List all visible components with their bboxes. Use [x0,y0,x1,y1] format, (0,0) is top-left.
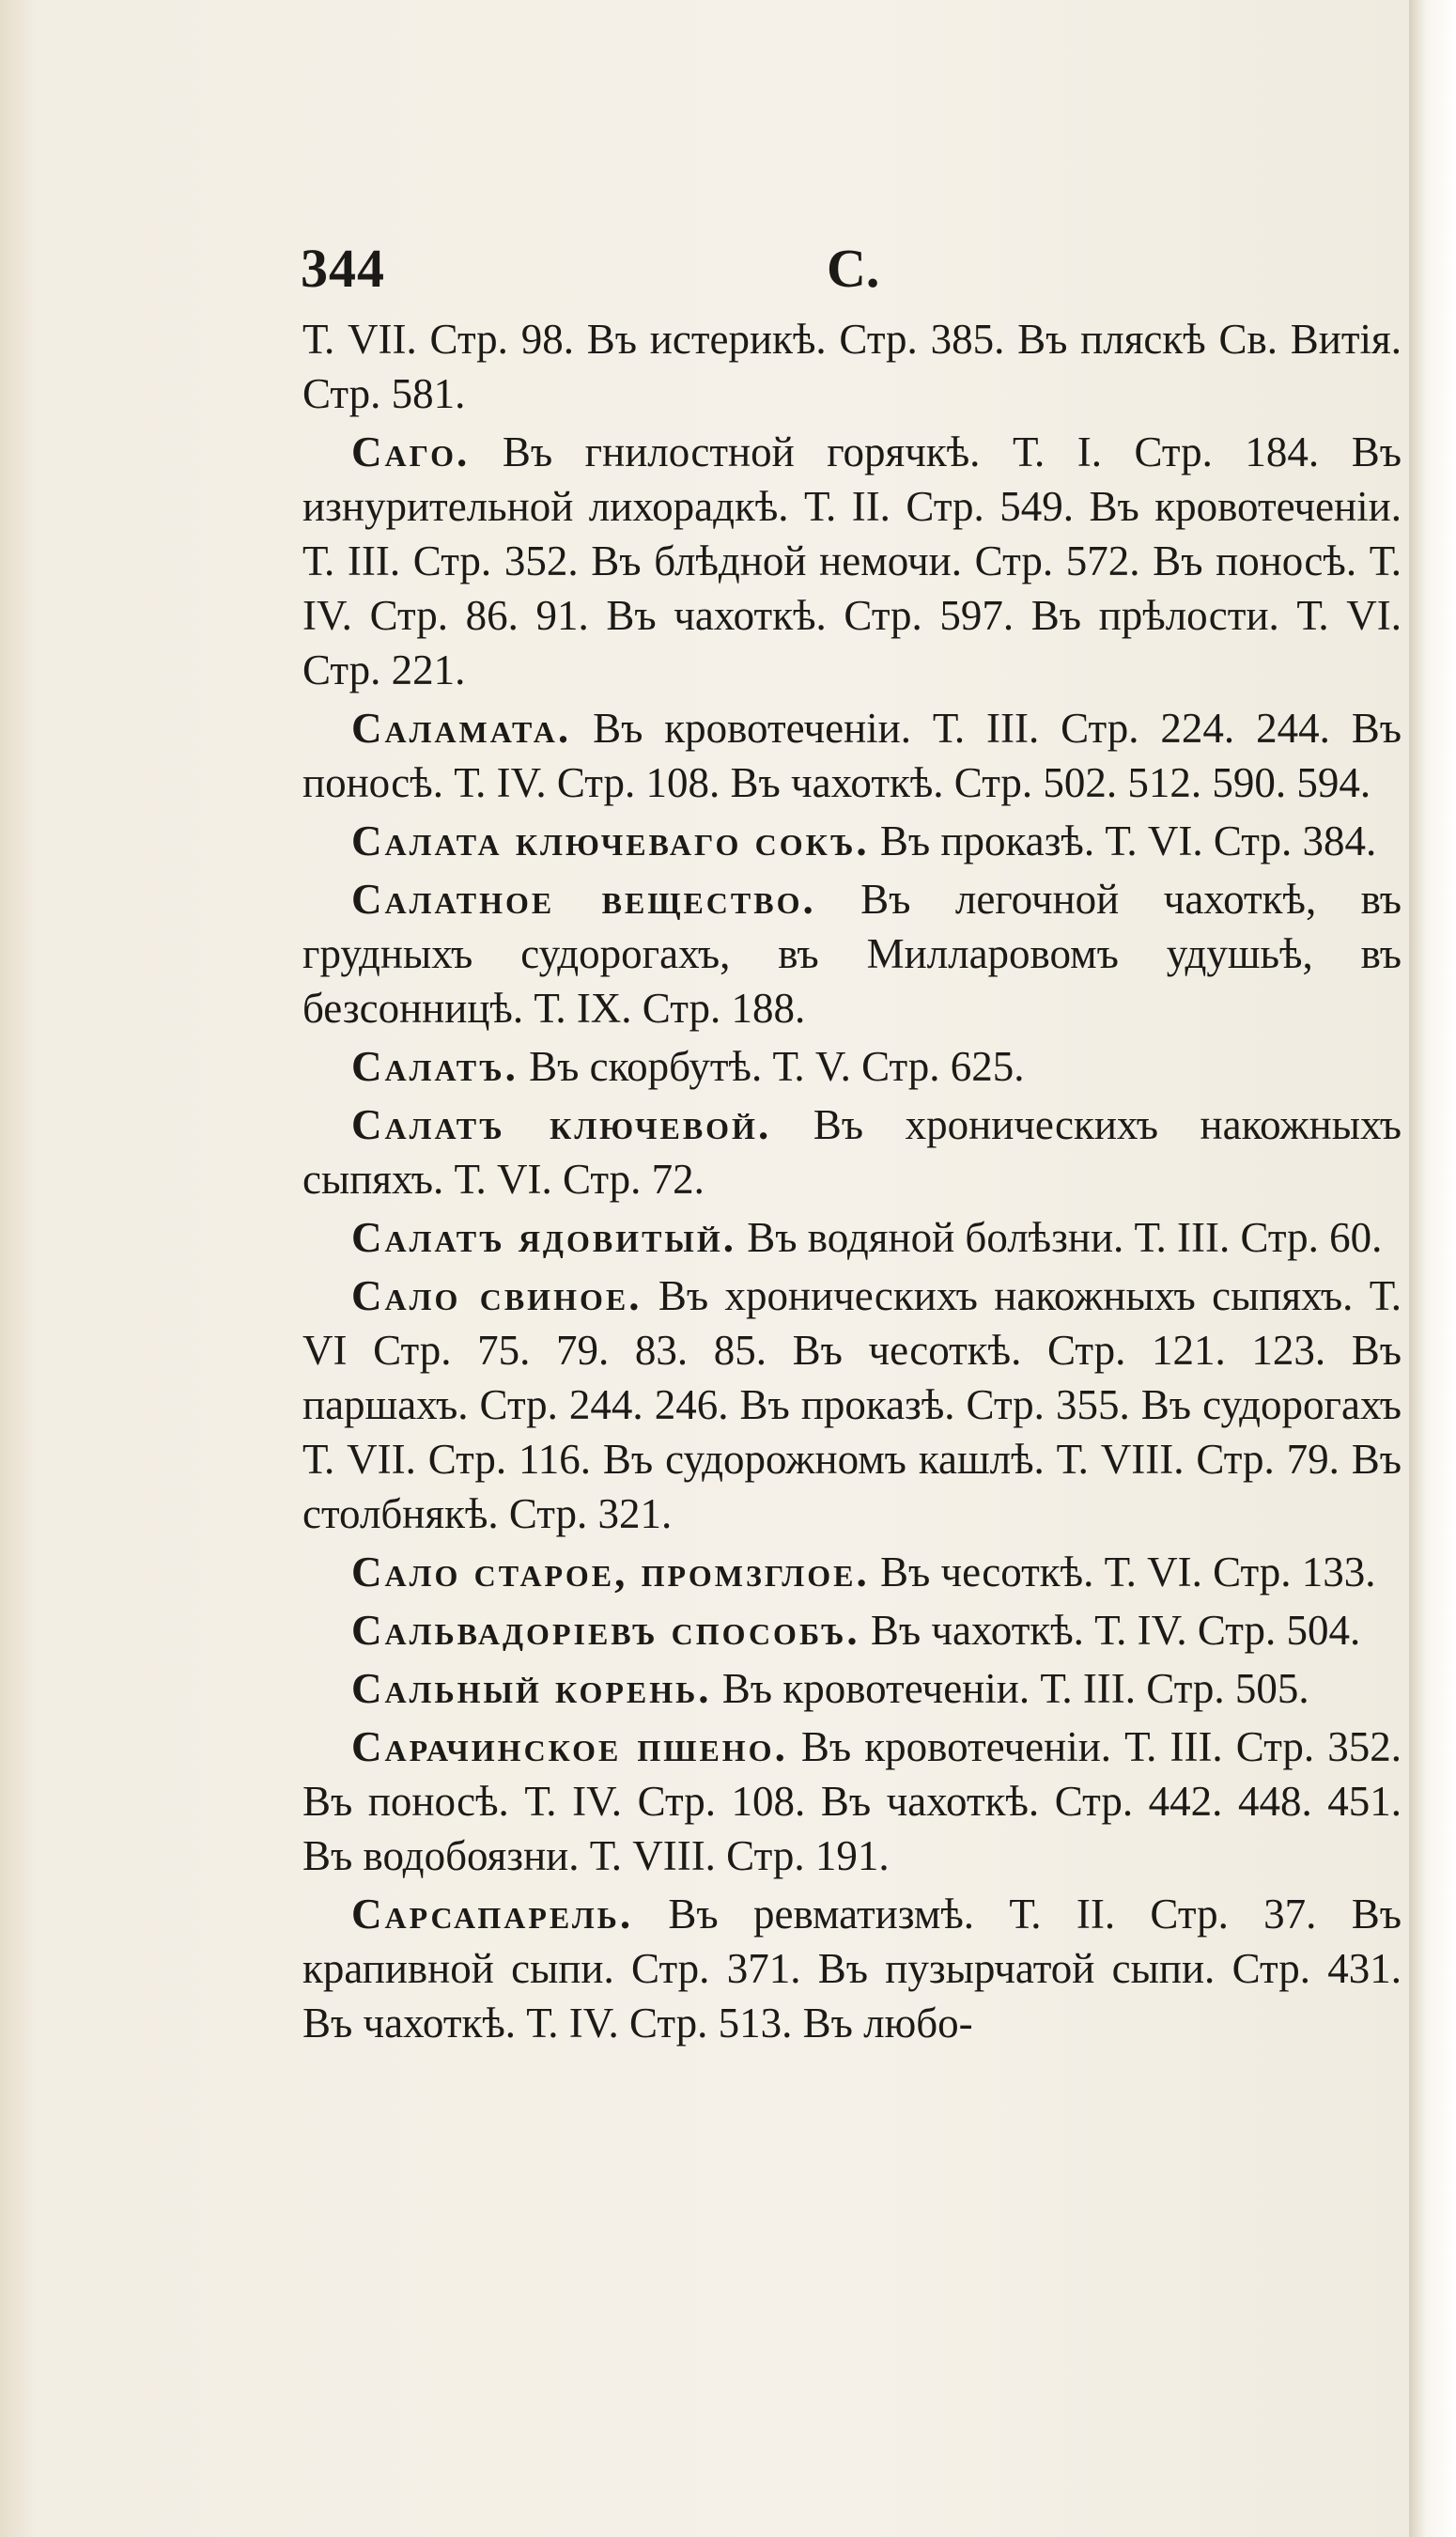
index-entry [302,425,1402,697]
entry-term: Салатъ ядовитый. [351,1214,736,1261]
entry-text: Въ скорбутѣ. Т. V. Стр. 625. [529,1043,1025,1090]
index-entry [302,1661,1402,1716]
entry-term: Салатъ. [351,1043,519,1090]
entry-text: Въ гнилостной горячкѣ. Т. I. Стр. 184. Въ изнурительной лихорадкѣ. Т. II. Стр. 549. Въ кровотеченіи. Т. III. Стр. 352. Въ блѣдной немочи. Стр. 572. Въ поносѣ. Т. IV. Стр. 86. 91. Въ чахоткѣ. Стр. 597. Въ прѣлости. Т. VI. Стр. 221. [302,428,1402,693]
index-entries [302,312,1402,2054]
index-entry [302,872,1402,1035]
entry-term: Салатъ ключевой. [351,1101,772,1148]
entry-text: Въ кровотеченіи. Т. III. Стр. 352. Въ поносѣ. Т. IV. Стр. 108. Въ чахоткѣ. Стр. 442. 448. 451. Въ водобоязни. Т. VIII. Стр. 191. [302,1723,1402,1879]
entry-text: Въ хроническихъ накожныхъ сыпяхъ. Т. VI. Стр. 72. [302,1101,1402,1203]
entry-term: Сальный корень. [351,1665,712,1712]
index-entry [302,1603,1402,1658]
entry-text: Т. VII. Стр. 98. Въ истерикѣ. Стр. 385. Въ пляскѣ Св. Витія. Стр. 581. [302,316,1402,417]
entry-text: Въ водяной болѣзни. Т. III. Стр. 60. [747,1214,1383,1261]
index-entry [302,1210,1402,1265]
index-entry [302,1545,1402,1599]
entry-text: Въ хроническихъ накожныхъ сыпяхъ. Т. VI Стр. 75. 79. 83. 85. Въ чесоткѣ. Стр. 121. 123. Въ паршахъ. Стр. 244. 246. Въ проказѣ. Стр. 355. Въ судорогахъ Т. VII. Стр. 116. Въ судорожномъ кашлѣ. Т. VIII. Стр. 79. Въ столбнякѣ. Стр. 321. [302,1272,1402,1537]
entry-term: Салата ключеваго сокъ. [351,817,870,864]
entry-text: Въ чахоткѣ. Т. IV. Стр. 504. [870,1607,1361,1654]
index-entry [302,312,1402,421]
index-entry [302,1720,1402,1883]
entry-term: Сарачинское пшено. [351,1723,788,1770]
entry-term: Саго. [351,428,471,475]
entry-text: Въ кровотеченіи. Т. III. Стр. 224. 244. Въ поносѣ. Т. IV. Стр. 108. Въ чахоткѣ. Стр. 502. 512. 590. 594. [302,705,1402,806]
entry-term: Салатное вещество. [351,876,816,923]
entry-text: Въ легочной чахоткѣ, въ грудныхъ судорогахъ, въ Милларовомъ удушьѣ, въ безсонницѣ. Т. IX. Стр. 188. [302,876,1402,1032]
entry-term: Сало свиное. [351,1272,643,1319]
entry-text: Въ проказѣ. Т. VI. Стр. 384. [879,817,1377,864]
index-entry [302,701,1402,810]
entry-text: Въ ревматизмѣ. Т. II. Стр. 37. Въ крапивной сыпи. Стр. 371. Въ пузырчатой сыпи. Стр. 431. Въ чахоткѣ. Т. IV. Стр. 513. Въ любо- [302,1891,1402,2047]
entry-term: Сальвадоріевъ способъ. [351,1607,860,1654]
entry-term: Саламата. [351,705,572,752]
entry-term: Сарсапарель. [351,1891,634,1938]
index-entry [302,1039,1402,1094]
index-entry [302,814,1402,868]
index-entry [302,1097,1402,1206]
index-entry [302,1887,1402,2050]
entry-term: Сало старое, промзглое. [351,1549,870,1595]
index-entry [302,1268,1402,1541]
section-letter: С. [827,238,880,299]
entry-text: Въ кровотеченіи. Т. III. Стр. 505. [721,1665,1309,1712]
page-number: 344 [301,238,385,299]
page-edge [1409,0,1456,2537]
entry-text: Въ чесоткѣ. Т. VI. Стр. 133. [880,1549,1376,1595]
page-header [301,237,1456,303]
